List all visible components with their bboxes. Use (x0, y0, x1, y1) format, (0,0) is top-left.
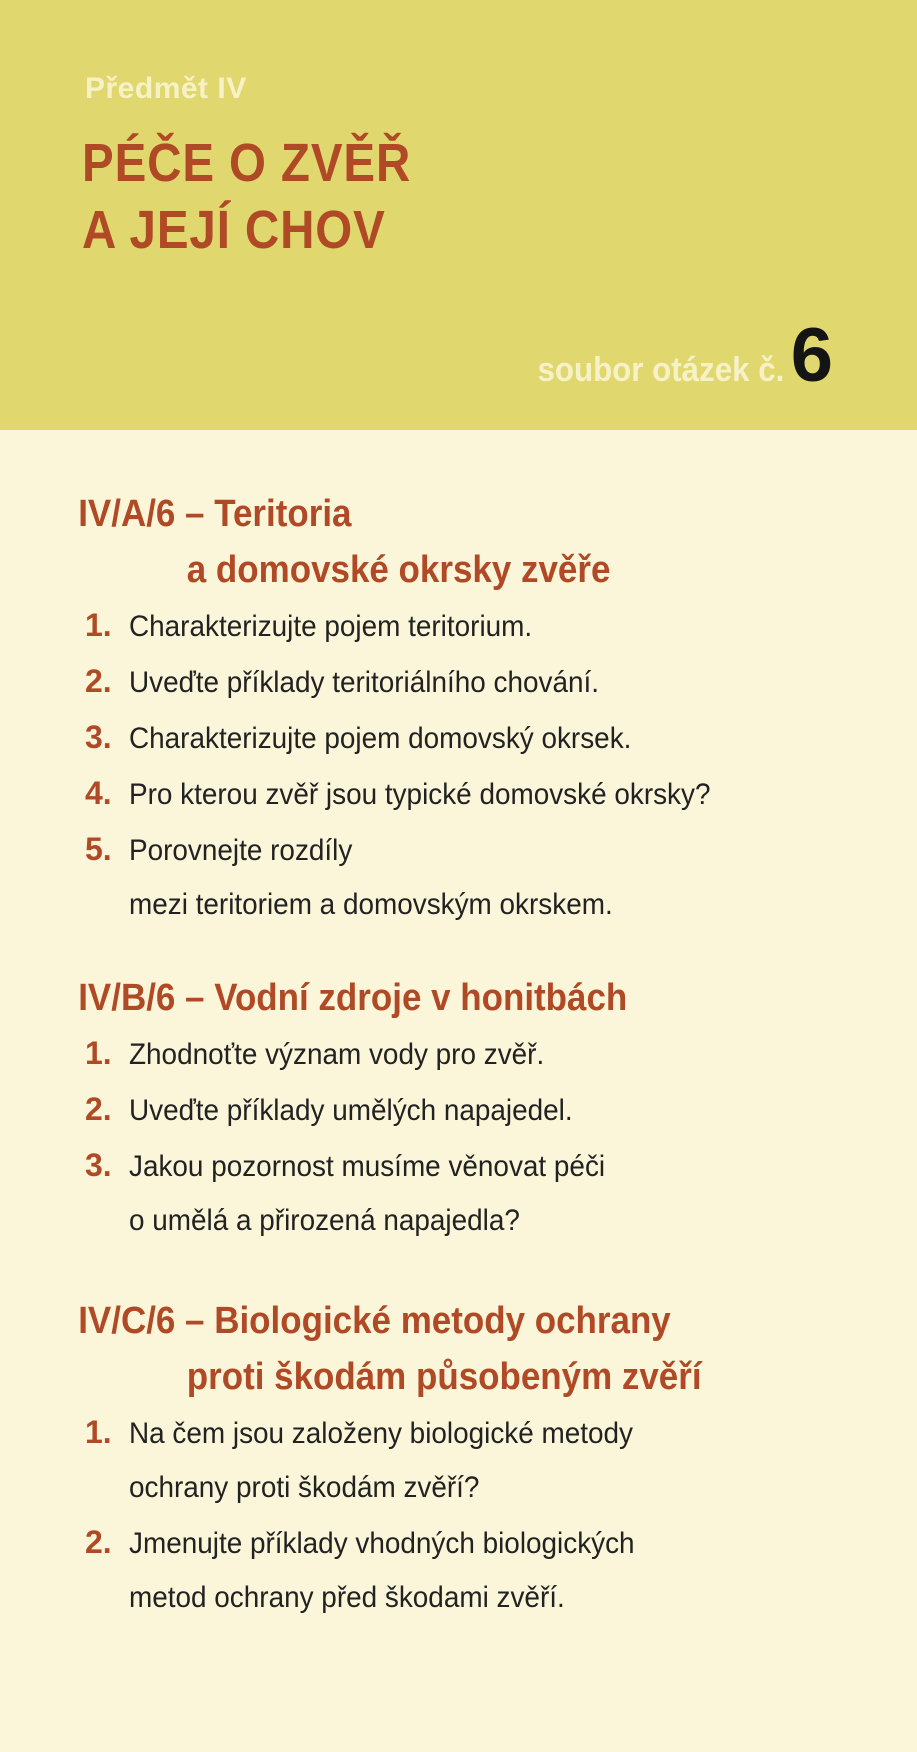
question-item: 1. Charakterizujte pojem teritorium. (85, 607, 533, 643)
question-item: 2. Uveďte příklady umělých napajedel. (85, 1091, 573, 1127)
section-heading: IV/C/6 – Biologické metody ochrany proti škodám působeným zvěří (78, 1300, 702, 1398)
question-set-number: 6 (790, 313, 833, 398)
question-item: 2. Jmenujte příklady vhodných biologických metod ochrany před škodami zvěří. (85, 1524, 635, 1614)
question-item: 1. Na čem jsou založeny biologické metody ochrany proti škodám zvěří? (85, 1414, 634, 1504)
question-item: 5. Porovnejte rozdíly mezi teritoriem a domovským okrskem. (85, 831, 613, 921)
question-item: 4. Pro kterou zvěř jsou typické domovské okrsky? (85, 775, 711, 811)
question-item: 3. Jakou pozornost musíme věnovat péči o umělá a přirozená napajedla? (85, 1147, 606, 1237)
title-line: PÉČE O ZVĚŘ (82, 133, 412, 193)
section-c (0, 1293, 917, 1625)
page-title (82, 130, 411, 264)
header-band (0, 0, 917, 430)
question-set (516, 313, 833, 398)
section-heading: IV/B/6 – Vodní zdroje v honitbách (78, 977, 628, 1019)
subject-label: Předmět IV (85, 72, 247, 105)
question-item: 1. Zhodnoťte význam vody pro zvěř. (85, 1035, 545, 1071)
question-set-label: soubor otázek č. (537, 351, 785, 389)
section-a (0, 486, 917, 932)
section-heading: IV/A/6 – Teritoria a domovské okrsky zvěře (78, 493, 611, 591)
section-b (0, 970, 917, 1248)
title-line: A JEJÍ CHOV (82, 200, 386, 260)
question-item: 2. Uveďte příklady teritoriálního chování. (85, 663, 599, 699)
question-item: 3. Charakterizujte pojem domovský okrsek. (85, 719, 632, 755)
